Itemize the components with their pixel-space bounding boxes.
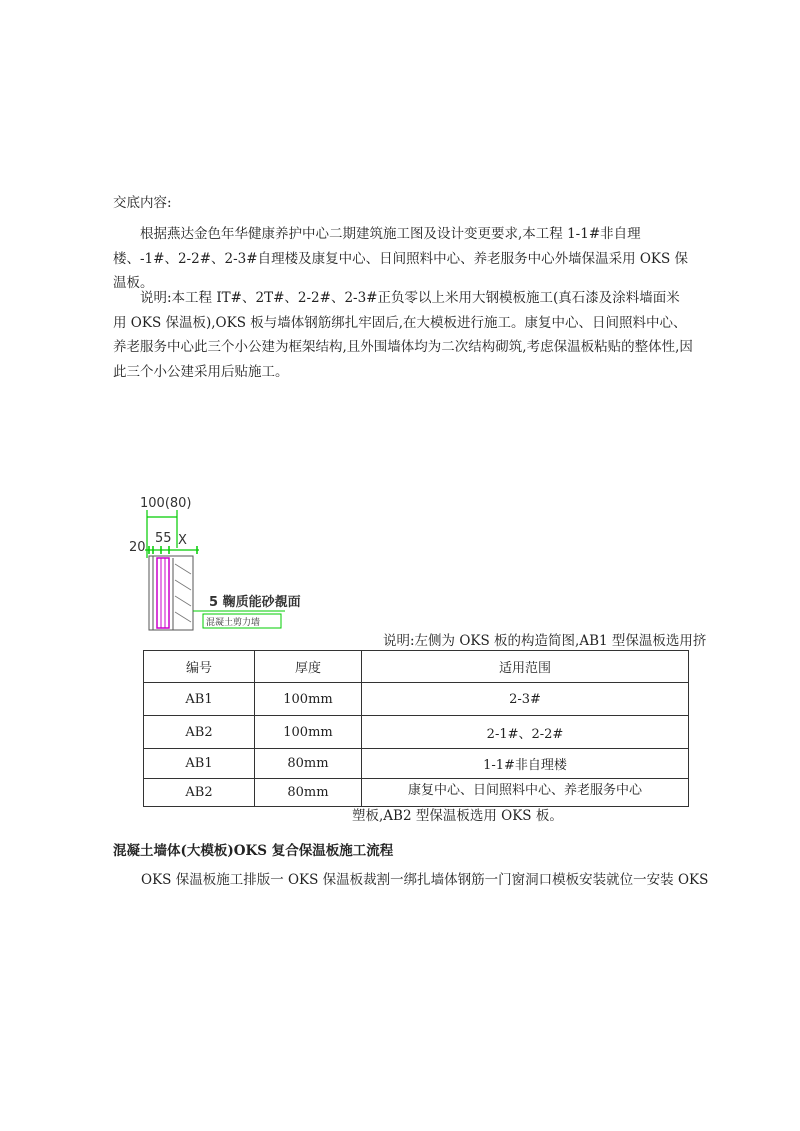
header-cell: 编号 <box>144 651 255 683</box>
table-cell: AB1 <box>144 683 255 716</box>
paragraph-scope: 根据燕达金色年华健康养护中心二期建筑施工图及设计变更要求,本工程 1-1#非自理楼、-1#、2-2#、2-3#自理楼及康复中心、日间照料中心、养老服务中心外墙保温采用 OKS 保温板。 <box>113 226 689 291</box>
dim-mid-text: 55 <box>155 531 172 546</box>
paragraph-explanation: 说明:本工程 IT#、2T#、2-2#、2-3#正负零以上米用大钢模板施工(真石漆及涂料墙面米用 OKS 保温板),OKS 板与墙体钢筋绑扎牢固后,在大模板进行施工。康复中心、日间照料中心、养老服务中心此三个小公建为框架结构,且外围墙体均为二次结构砌筑,考虑保温板粘贴的整体性,因此三个小公建采用后贴施工。 <box>113 290 693 380</box>
table-cell: AB1 <box>144 749 255 779</box>
header-cell: 适用范围 <box>362 651 689 683</box>
table-cell: 100mm <box>255 716 362 749</box>
dim-x-text: X <box>178 533 187 548</box>
table-cell: 2-3# <box>362 683 689 716</box>
note-line-1: 说明:左侧为 OKS 板的构造简图,AB1 型保温板选用挤 <box>383 633 707 649</box>
table-cell: 1-1#非自理楼 <box>362 749 689 779</box>
table-cell: AB2 <box>144 779 255 807</box>
oks-board-section-diagram <box>129 488 345 638</box>
process-line: OKS 保温板施工排版一 OKS 保温板裁割一绑扎墙体钢筋一门窗洞口模板安装就位一安装 OKS <box>141 872 709 888</box>
table-cell: 80mm <box>255 749 362 779</box>
table-row <box>144 749 689 779</box>
intro-label: 交底内容: <box>113 195 172 211</box>
wall-label: 混凝土剪力墙 <box>206 618 261 628</box>
table-cell: 80mm <box>255 779 362 807</box>
table-row <box>144 716 689 749</box>
table-row <box>144 779 689 807</box>
table-header-row <box>144 651 689 683</box>
dim-total-text: 100(80) <box>140 496 192 511</box>
section-heading: 混凝土墙体(大模板)OKS 复合保温板施工流程 <box>113 843 394 859</box>
table-cell: 100mm <box>255 683 362 716</box>
table-row <box>144 683 689 716</box>
dim-left-text: 20 <box>129 540 146 555</box>
table-cell: AB2 <box>144 716 255 749</box>
insulation-spec-table <box>143 650 689 807</box>
table-cell: 2-1#、2-2# <box>362 716 689 749</box>
header-cell: 厚度 <box>255 651 362 683</box>
note-line-2: 塑板,AB2 型保温板选用 OKS 板。 <box>352 808 563 824</box>
table-cell: 康复中心、日间照料中心、养老服务中心 <box>362 779 689 807</box>
diagram-svg <box>129 488 345 638</box>
layer-label: 5 鞠质能砂覩面 <box>209 595 301 610</box>
